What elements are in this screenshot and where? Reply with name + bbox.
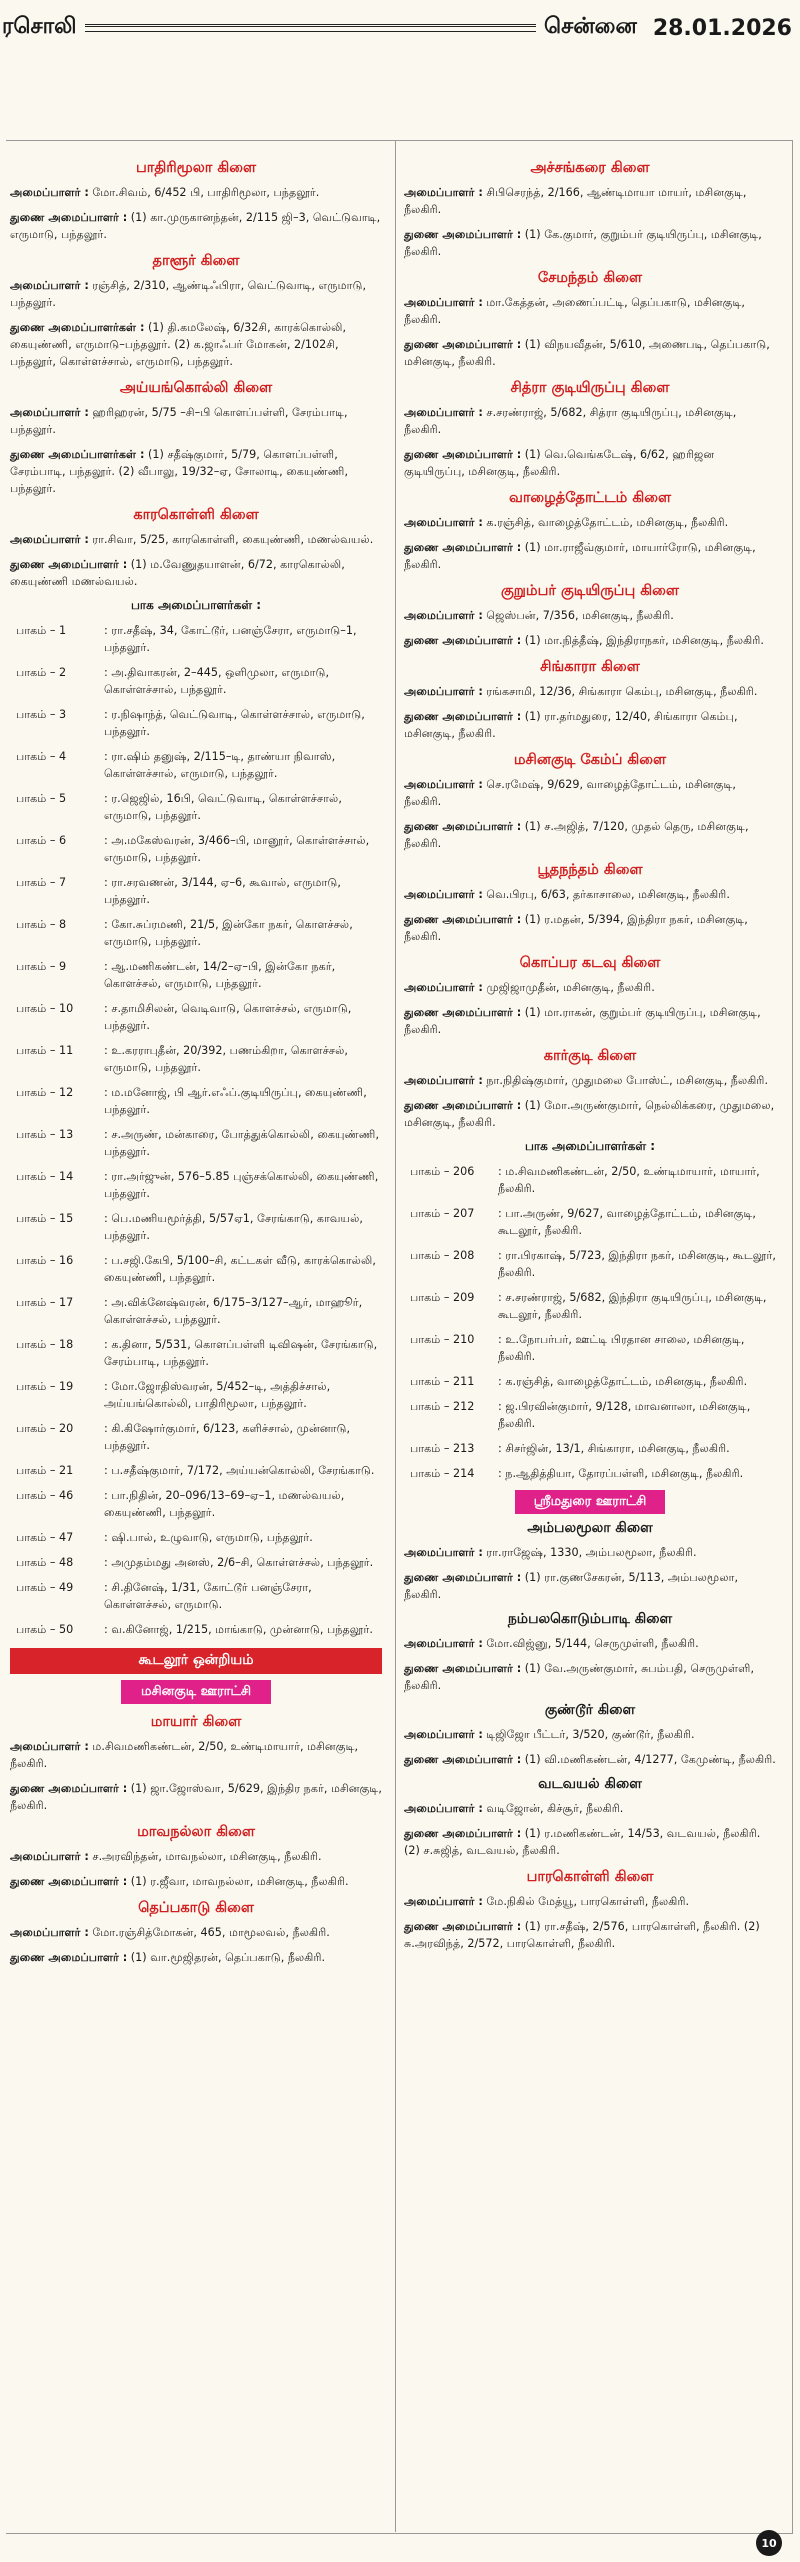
member-details: (1) வெ.வெங்கடேஷ், 6/62, ஹரிஜன குடியிருப்பு, மசினகுடி, நீலகிரி. <box>404 448 715 478</box>
member-entry <box>10 1780 382 1814</box>
booth-entry <box>10 1126 382 1160</box>
role-label: அமைப்பாளர் : <box>404 1074 483 1087</box>
booth-entry <box>10 1336 382 1370</box>
role-label: துணை அமைப்பாளர் : <box>404 710 522 723</box>
booth-number: பாகம் – 214 <box>410 1467 475 1480</box>
booth-details: : அ.விக்னேஷ்வரன், 6/175–3/127–ஆர், மாஹூர், கொள்ளச்சல், பந்தலூர். <box>104 1296 363 1326</box>
booth-details: : ம.சிவமணிகண்டன், 2/50, உண்டிமாயார், மாயார், நீலகிரி. <box>498 1165 760 1195</box>
booth-entry <box>10 706 382 740</box>
booth-details: : பெ.மணியமூர்த்தி, 5/57ஏ1, சேரங்காடு, காவயல், பந்தலூர். <box>104 1212 363 1242</box>
member-details: ரஞ்சித், 2/310, ஆண்டிஃபிரா, வெட்டுவாடி, எருமாடு, பந்தலூர். <box>10 279 367 309</box>
role-label: துணை அமைப்பாளர் : <box>10 1951 128 1964</box>
booth-details: : ஆ.மணிகண்டன், 14/2–ஏ–பி, இன்கோ நகர், கொளச்சல், எருமாடு, பந்தலூர். <box>104 960 336 990</box>
booth-entry <box>10 1554 382 1571</box>
subsection-heading: பாக அமைப்பாளர்கள் : <box>130 598 262 612</box>
booth-number: பாகம் – 14 <box>16 1170 74 1183</box>
member-details: (1) வே.அருண்குமார், சுபம்பதி, செருமுள்ளி, நீலகிரி. <box>404 1662 755 1692</box>
booth-details: : ரா.சதீஷ், 34, கோட்டூர், பனஞ்சேரா, எருமாடு–1, பந்தலூர். <box>104 624 357 654</box>
member-entry <box>10 531 382 548</box>
member-entry <box>10 1949 382 1966</box>
member-details: ரா.ராஜேஷ், 1330, அம்பலமூலா, நீலகிரி. <box>482 1546 697 1559</box>
booth-number: பாகம் – 21 <box>16 1464 74 1477</box>
member-details: (1) ச.அஜித், 7/120, முதல் தெரு, மசினகுடி, நீலகிரி. <box>404 820 749 850</box>
branch-title: குண்டூர் கிளை <box>544 1702 636 1718</box>
booth-number: பாகம் – 48 <box>16 1556 74 1569</box>
role-label: அமைப்பாளர் : <box>404 888 483 901</box>
booth-entry <box>10 832 382 866</box>
member-details: ரா.சிவா, 5/25, காரகொள்ளி, கையுண்ணி, மணல்வயல். <box>88 533 374 546</box>
branch-title: கொப்பர கடவு கிளை <box>519 955 661 971</box>
booth-number: பாகம் – 15 <box>16 1212 74 1225</box>
member-details: ச.சரண்ராஜ், 5/682, சித்ரா குடியிருப்பு, மசினகுடி, நீலகிரி. <box>404 406 737 436</box>
member-details: (1) ர.மதன், 5/394, இந்திரா நகர், மசினகுடி, நீலகிரி. <box>404 913 748 943</box>
role-label: துணை அமைப்பாளர்கள் : <box>10 448 145 461</box>
member-details: (1) ரா.குணசேகரன், 5/113, அம்பலமூலா, நீலகிரி. <box>404 1571 739 1601</box>
member-details: (1) தி.கமலேஷ், 6/32சி, காரக்கொல்லி, கையுண்ணி, எருமாடு–பந்தலூர். (2) க.ஜாஃபர் மோகன், 2/102சி, பந்தலூர், கொள்ளச்சால், எருமாடு, பந்தலூர். <box>10 321 347 368</box>
booth-details: : ந.ஆதித்தியா, தோரப்பள்ளி, மசினகுடி, நீலகிரி. <box>498 1467 744 1480</box>
booth-details: : அ.திவாகரன், 2–445, ஒளிமுலா, எருமாடு, கொள்ளச்சால், பந்தலூர். <box>104 666 330 696</box>
booth-entry <box>10 622 382 656</box>
page-number-badge: 10 <box>756 2530 782 2556</box>
booth-entry <box>10 790 382 824</box>
member-details: வெ.பிரபு, 6/63, தர்காசாலை, மசினகுடி, நீலகிரி. <box>482 888 730 901</box>
branch-title: வாழைத்தோட்டம் கிளை <box>508 490 672 506</box>
booth-number: பாகம் – 17 <box>16 1296 74 1309</box>
member-entry <box>10 1873 382 1890</box>
role-label: துணை அமைப்பாளர் : <box>10 211 128 224</box>
member-entry <box>404 1569 776 1603</box>
member-details: ஜெஸ்பன், 7/356, மசினகுடி, நீலகிரி. <box>482 609 674 622</box>
booth-entry <box>10 1529 382 1546</box>
booth-entry <box>404 1465 776 1482</box>
booth-number: பாகம் – 12 <box>16 1086 74 1099</box>
booth-details: : மோ.ஜோதிஸ்வரன், 5/452–டி, அத்திச்சால், அய்யங்கொல்லி, பாதிரிமூலா, பந்தலூர். <box>104 1380 331 1410</box>
panchayat-label: மசினகுடி ஊராட்சி <box>121 1680 271 1704</box>
booth-number: பாகம் – 9 <box>16 960 67 973</box>
member-entry <box>10 1848 382 1865</box>
booth-number: பாகம் – 18 <box>16 1338 74 1351</box>
booth-entry <box>10 916 382 950</box>
member-details: (1) ர.ஜீவா, மாவநல்லா, மசினகுடி, நீலகிரி. <box>127 1875 349 1888</box>
booth-number: பாகம் – 4 <box>16 750 67 763</box>
member-entry <box>10 1924 382 1941</box>
booth-number: பாகம் – 47 <box>16 1531 74 1544</box>
booth-number: பாகம் – 1 <box>16 624 67 637</box>
role-label: அமைப்பாளர் : <box>404 778 483 791</box>
role-label: துணை அமைப்பாளர் : <box>404 1753 522 1766</box>
branch-title: நம்பலகொடும்பாடி கிளை <box>507 1611 673 1627</box>
booth-entry <box>404 1398 776 1432</box>
branch-title: குறும்பர் குடியிருப்பு கிளை <box>501 583 679 599</box>
role-label: அமைப்பாளர் : <box>10 186 89 199</box>
branch-title: சித்ரா குடியிருப்பு கிளை <box>510 380 670 396</box>
member-entry <box>404 1893 776 1910</box>
booth-number: பாகம் – 210 <box>410 1333 475 1346</box>
member-entry <box>404 1726 776 1743</box>
booth-entry <box>404 1289 776 1323</box>
masthead <box>0 0 800 56</box>
column-divider <box>395 140 396 2532</box>
member-details: (1) சதீஷ்குமார், 5/79, கொளப்பள்ளி, சேரம்பாடி, பந்தலூர். (2) வீபாலு, 19/32–ஏ, சோலாடி, கையுண்ணி, பந்தலூர். <box>10 448 349 495</box>
booth-details: : ஷி.பால், உழுவாடு, எருமாடு, பந்தலூர். <box>104 1531 313 1544</box>
booth-number: பாகம் – 212 <box>410 1400 475 1413</box>
member-entry <box>404 336 776 370</box>
member-details: ரங்கசாமி, 12/36, சிங்காரா கெம்பு, மசினகுடி, நீலகிரி. <box>482 685 758 698</box>
member-details: செ.ரமேஷ், 9/629, வாழைத்தோட்டம், மசினகுடி, நீலகிரி. <box>404 778 736 808</box>
member-entry <box>404 1660 776 1694</box>
booth-details: : ச.சரண்ராஜ், 5/682, இந்திரா குடியிருப்பு, மசினகுடி, கூடலூர், நீலகிரி. <box>498 1291 767 1321</box>
booth-details: : ரா.ஷிம் தனுஷ், 2/115–டி, தாண்யா நிவாஸ், கொள்ளச்சால், எருமாடு, பந்தலூர். <box>104 750 336 780</box>
booth-details: : ரா.பிரகாஷ், 5/723, இந்திரா நகர், மசினகுடி, கூடலூர், நீலகிரி. <box>498 1249 776 1279</box>
member-entry <box>404 979 776 996</box>
member-entry <box>10 556 382 590</box>
member-entry <box>404 886 776 903</box>
member-entry <box>404 607 776 624</box>
city-label: சென்னை <box>544 14 637 39</box>
role-label: அமைப்பாளர் : <box>10 1740 89 1753</box>
booth-details: : உ.கரராபுதீன், 20/392, பணம்கிறா, கொளச்சல், எருமாடு, பந்தலூர். <box>104 1044 348 1074</box>
member-details: மோ.சிவம், 6/452 பி, பாதிரிமூலா, பந்தலூர். <box>88 186 320 199</box>
member-entry <box>10 404 382 438</box>
member-details: (1) ம.வேணுதயாளன், 6/72, காரகொல்லி, கையுண்ணி மணல்வயல். <box>10 558 345 588</box>
booth-number: பாகம் – 207 <box>410 1207 475 1220</box>
member-details: ஹரிஹரன், 5/75 –சி–பி கொளப்பள்ளி, சேரம்பாடி, பந்தலூர். <box>10 406 348 436</box>
booth-details: : அ.மகேஸ்வரன், 3/466–பி, மானூர், கொள்ளச்சால், எருமாடு, பந்தலூர். <box>104 834 370 864</box>
member-details: (1) விநயவீதன், 5/610, அணைபடி, தெப்பகாடு, மசினகுடி, நீலகிரி. <box>404 338 770 368</box>
member-details: (1) மா.ராஜீவ்குமார், மாயார்ரோடு, மசினகுடி, நீலகிரி. <box>404 541 756 571</box>
role-label: துணை அமைப்பாளர் : <box>404 338 522 351</box>
role-label: அமைப்பாளர் : <box>404 516 483 529</box>
branch-title: மாவநல்லா கிளை <box>137 1824 255 1840</box>
member-entry <box>404 226 776 260</box>
booth-entry <box>10 1084 382 1118</box>
member-entry <box>10 1738 382 1772</box>
role-label: அமைப்பாளர் : <box>404 1637 483 1650</box>
paper-name: ரசொலி <box>2 14 77 39</box>
member-entry <box>404 1800 776 1817</box>
member-entry <box>404 1918 776 1952</box>
booth-details: : ஜ.பிரவின்குமார், 9/128, மாவனாலா, மசினகுடி, நீலகிரி. <box>498 1400 751 1430</box>
member-entry <box>404 1004 776 1038</box>
member-details: ம.சிவமணிகண்டன், 2/50, உண்டிமாயார், மசினகுடி, நீலகிரி. <box>10 1740 359 1770</box>
member-entry <box>404 294 776 328</box>
booth-details: : சி.தினேஷ், 1/31, கோட்டூர் பனஞ்சேரா, கொள்ளச்சல், எருமாடு. <box>104 1581 312 1611</box>
branch-title: காரகொள்ளி கிளை <box>133 507 259 523</box>
booth-details: : ப.சஜி.கேபி, 5/100–சி, கட்டகள் வீடு, காரக்கொல்லி, கையுண்ணி, பந்தலூர். <box>104 1254 376 1284</box>
role-label: அமைப்பாளர் : <box>404 1895 483 1908</box>
member-entry <box>404 446 776 480</box>
member-details: (1) ஜா.ஜோஸ்வா, 5/629, இந்திர நகர், மசினகுடி, நீலகிரி. <box>10 1782 382 1812</box>
booth-entry <box>10 1462 382 1479</box>
member-entry <box>404 1635 776 1652</box>
member-entry <box>10 446 382 497</box>
booth-entry <box>10 1210 382 1244</box>
member-entry <box>404 818 776 852</box>
member-entry <box>404 776 776 810</box>
role-label: துணை அமைப்பாளர் : <box>404 448 522 461</box>
branch-title: கார்குடி கிளை <box>543 1048 637 1064</box>
booth-details: : பா.அருண், 9/627, வாழைத்தோட்டம், மசினகுடி, கூடலூர், நீலகிரி. <box>498 1207 756 1237</box>
role-label: அமைப்பாளர் : <box>10 1850 89 1863</box>
role-label: துணை அமைப்பாளர் : <box>404 228 522 241</box>
booth-entry <box>10 1252 382 1286</box>
branch-title: பாரகொள்ளி கிளை <box>526 1869 654 1885</box>
booth-details: : வ.கினோஜ், 1/215, மாங்காடு, முன்னாடு, பந்தலூர். <box>104 1623 373 1636</box>
booth-number: பாகம் – 209 <box>410 1291 475 1304</box>
booth-details: : கி.கிஷோர்குமார், 6/123, களிச்சால், முன்னாடு, பந்தலூர். <box>104 1422 351 1452</box>
booth-details: : ம.மனோஜ், பி ஆர்.எஃப்.குடியிருப்பு, கையுண்ணி, பந்தலூர். <box>104 1086 367 1116</box>
booth-details: : க.தினா, 5/531, கொளப்பள்ளி டிவிஷன், சேரங்காடு, சேரம்பாடி, பந்தலூர். <box>104 1338 378 1368</box>
role-label: துணை அமைப்பாளர் : <box>404 1571 522 1584</box>
member-entry <box>404 1072 776 1089</box>
booth-details: : ரா.அர்ஜுன், 576–5.85 புஞ்சக்கொல்லி, கையுண்ணி, பந்தலூர். <box>104 1170 379 1200</box>
booth-details: : பா.நிதின், 20–096/13–69–ஏ–1, மணல்வயல், கையுண்ணி, பந்தலூர். <box>104 1489 345 1519</box>
booth-entry <box>10 1420 382 1454</box>
member-details: நா.நிதிஷ்குமார், முதுமலை போஸ்ட், மசினகுடி, நீலகிரி. <box>482 1074 769 1087</box>
member-details: ச.அரவிந்தன், மாவநல்லா, மசினகுடி, நீலகிரி. <box>88 1850 322 1863</box>
subsection-heading: பாக அமைப்பாளர்கள் : <box>524 1139 656 1153</box>
booth-number: பாகம் – 20 <box>16 1422 74 1435</box>
role-label: துணை அமைப்பாளர் : <box>404 541 522 554</box>
member-details: (1) மோ.அருண்குமார், நெல்லிக்கரை, முதுமலை, மசினகுடி, நீலகிரி. <box>404 1099 775 1129</box>
member-entry <box>404 1825 776 1859</box>
left-column <box>10 150 382 1974</box>
booth-details: : ர.நிஷாந்த், வெட்டுவாடி, கொள்ளச்சால், எருமாடு, பந்தலூர். <box>104 708 365 738</box>
booth-number: பாகம் – 7 <box>16 876 67 889</box>
role-label: அமைப்பாளர் : <box>404 296 483 309</box>
branch-title: மாயார் கிளை <box>150 1714 242 1730</box>
booth-number: பாகம் – 6 <box>16 834 67 847</box>
member-entry <box>404 683 776 700</box>
booth-details: : க.ரஞ்சித், வாழைத்தோட்டம், மசினகுடி, நீலகிரி. <box>498 1375 748 1388</box>
right-column <box>404 150 776 1960</box>
booth-number: பாகம் – 16 <box>16 1254 74 1267</box>
role-label: துணை அமைப்பாளர் : <box>10 558 128 571</box>
member-details: (1) ரா.சதீஷ், 2/576, பாரகொள்ளி, நீலகிரி. (2) சு.அரவிந்த், 2/572, பாரகொள்ளி, நீலகிரி. <box>404 1920 760 1950</box>
booth-entry <box>404 1373 776 1390</box>
member-details: (1) மா.நித்தீஷ், இந்திராநகர், மசினகுடி, நீலகிரி. <box>521 634 764 647</box>
role-label: துணை அமைப்பாளர் : <box>404 1099 522 1112</box>
booth-details: : ரா.சரவணன், 3/144, ஏ–6, கூவால், எருமாடு, பந்தலூர். <box>104 876 341 906</box>
booth-entry <box>404 1205 776 1239</box>
booth-entry <box>10 1042 382 1076</box>
role-label: துணை அமைப்பாளர் : <box>404 913 522 926</box>
member-details: (1) ரா.தர்மதுரை, 12/40, சிங்காரா கெம்பு, மசினகுடி, நீலகிரி. <box>404 710 738 740</box>
member-entry <box>404 1097 776 1131</box>
union-banner: கூடலூர் ஒன்றியம் <box>10 1648 382 1674</box>
booth-entry <box>10 874 382 908</box>
booth-entry <box>10 664 382 698</box>
booth-number: பாகம் – 50 <box>16 1623 74 1636</box>
role-label: அமைப்பாளர் : <box>10 279 89 292</box>
role-label: அமைப்பாளர் : <box>404 685 483 698</box>
branch-title: சிங்காரா கிளை <box>540 659 640 675</box>
booth-entry <box>404 1247 776 1281</box>
booth-entry <box>10 1621 382 1638</box>
booth-entry <box>404 1331 776 1365</box>
role-label: துணை அமைப்பாளர் : <box>404 1662 522 1675</box>
member-entry <box>404 632 776 649</box>
branch-title: சேமந்தம் கிளை <box>537 270 643 286</box>
booth-details: : ர.ஜெஜில், 16பி, வெட்டுவாடி, கொள்ளச்சால், எருமாடு, பந்தலூர். <box>104 792 342 822</box>
booth-number: பாகம் – 5 <box>16 792 67 805</box>
booth-entry <box>10 1487 382 1521</box>
role-label: துணை அமைப்பாளர் : <box>404 1827 522 1840</box>
role-label: துணை அமைப்பாளர் : <box>10 1782 128 1795</box>
role-label: துணை அமைப்பாளர்கள் : <box>10 321 145 334</box>
role-label: துணை அமைப்பாளர் : <box>404 1920 522 1933</box>
branch-title: அச்சங்கரை கிளை <box>530 160 650 176</box>
booth-entry <box>10 1000 382 1034</box>
booth-entry <box>10 1294 382 1328</box>
branch-title: மசினகுடி கேம்ப் கிளை <box>513 752 667 768</box>
member-entry <box>404 1544 776 1561</box>
member-details: மே.நிகில் மேத்யூ, பாரகொள்ளி, நீலகிரி. <box>482 1895 690 1908</box>
booth-number: பாகம் – 211 <box>410 1375 475 1388</box>
member-entry <box>404 911 776 945</box>
booth-details: : சிசர்ஜின், 13/1, சிங்காரா, மசினகுடி, நீலகிரி. <box>498 1442 730 1455</box>
role-label: அமைப்பாளர் : <box>404 1728 483 1741</box>
member-entry <box>404 1751 776 1768</box>
booth-details: : ப.சதீஷ்குமார், 7/172, அய்யன்கொல்லி, சேரங்காடு. <box>104 1464 375 1477</box>
booth-number: பாகம் – 3 <box>16 708 67 721</box>
date-label: 28.01.2026 <box>652 15 792 41</box>
booth-number: பாகம் – 10 <box>16 1002 74 1015</box>
role-label: அமைப்பாளர் : <box>404 981 483 994</box>
booth-entry <box>404 1440 776 1457</box>
booth-details: : ச.தாமிசிலன், வெடிவாடு, கொளச்சல், எருமாடு, பந்தலூர். <box>104 1002 352 1032</box>
role-label: அமைப்பாளர் : <box>404 609 483 622</box>
member-entry <box>404 514 776 531</box>
member-entry <box>10 184 382 201</box>
booth-number: பாகம் – 213 <box>410 1442 475 1455</box>
role-label: அமைப்பாளர் : <box>404 1546 483 1559</box>
member-details: (1) வி.மணிகண்டன், 4/1277, கேமுண்டி, நீலகிரி. <box>521 1753 776 1766</box>
member-details: (1) ர.மணிகண்டன், 14/53, வடவயல், நீலகிரி. (2) ச.சுஜித், வடவயல், நீலகிரி. <box>404 1827 761 1857</box>
member-details: க.ரஞ்சித், வாழைத்தோட்டம், மசினகுடி, நீலகிரி. <box>482 516 729 529</box>
booth-number: பாகம் – 2 <box>16 666 67 679</box>
booth-entry <box>404 1163 776 1197</box>
booth-number: பாகம் – 49 <box>16 1581 74 1594</box>
member-details: டிஜிஜோ பீட்டர், 3/520, குண்டூர், நீலகிரி. <box>482 1728 695 1741</box>
member-entry <box>404 404 776 438</box>
branch-title: வடவயல் கிளை <box>538 1776 642 1792</box>
branch-title: தாளூர் கிளை <box>152 253 240 269</box>
member-details: மா.கேத்தன், அணைப்பட்டி, தெப்பகாடு, மசினகுடி, நீலகிரி. <box>404 296 745 326</box>
booth-entry <box>10 748 382 782</box>
booth-details: : கோ.சுப்ரமணி, 21/5, இன்கோ நகர், கொளச்சல், எருமாடு, பந்தலூர். <box>104 918 353 948</box>
booth-number: பாகம் – 11 <box>16 1044 74 1057</box>
member-details: (1) கே.குமார், குறும்பர் குடியிருப்பு, மசினகுடி, நீலகிரி. <box>404 228 762 258</box>
member-details: முஜிஜாமுதீன், மசினகுடி, நீலகிரி. <box>482 981 655 994</box>
role-label: துணை அமைப்பாளர் : <box>404 820 522 833</box>
role-label: அமைப்பாளர் : <box>404 406 483 419</box>
member-entry <box>404 708 776 742</box>
header-rule <box>85 24 536 32</box>
booth-number: பாகம் – 208 <box>410 1249 475 1262</box>
member-entry <box>404 539 776 573</box>
booth-number: பாகம் – 19 <box>16 1380 74 1393</box>
booth-details: : அமுதம்மது அனஸ், 2/6–சி, கொள்ளச்சல், பந்தலூர். <box>104 1556 374 1569</box>
role-label: அமைப்பாளர் : <box>404 186 483 199</box>
booth-entry <box>10 1579 382 1613</box>
branch-title: பூதநந்தம் கிளை <box>537 862 643 878</box>
member-entry <box>10 277 382 311</box>
member-details: மோ.ரஞ்சித்மோகன், 465, மாமூலவல், நீலகிரி. <box>88 1926 330 1939</box>
member-details: மோ.விஜ்னு, 5/144, செருமுள்ளி, நீலகிரி. <box>482 1637 699 1650</box>
role-label: அமைப்பாளர் : <box>10 533 89 546</box>
booth-entry <box>10 1168 382 1202</box>
booth-number: பாகம் – 13 <box>16 1128 74 1141</box>
booth-details: : ச.அருண், மன்காரை, போத்துக்கொல்லி, கையுண்ணி, பந்தலூர். <box>104 1128 380 1158</box>
branch-title: அய்யங்கொல்லி கிளை <box>119 380 273 396</box>
role-label: துணை அமைப்பாளர் : <box>404 634 522 647</box>
member-details: (1) மா.ராகன், குறும்பர் குடியிருப்பு, மசினகுடி, நீலகிரி. <box>404 1006 761 1036</box>
branch-title: தெப்பகாடு கிளை <box>138 1900 254 1916</box>
role-label: துணை அமைப்பாளர் : <box>404 1006 522 1019</box>
member-entry <box>10 319 382 370</box>
booth-number: பாகம் – 46 <box>16 1489 74 1502</box>
member-details: (1) வா.மூஜிதரன், தெப்பகாடு, நீலகிரி. <box>127 1951 326 1964</box>
branch-title: அம்பலமூலா கிளை <box>527 1520 653 1536</box>
role-label: அமைப்பாளர் : <box>404 1802 483 1815</box>
member-details: (1) கா.முருகானந்தன், 2/115 ஜி–3, வெட்டுவாடி, எருமாடு, பந்தலூர். <box>10 211 381 241</box>
member-entry <box>404 184 776 218</box>
role-label: அமைப்பாளர் : <box>10 1926 89 1939</box>
role-label: அமைப்பாளர் : <box>10 406 89 419</box>
booth-entry <box>10 1378 382 1412</box>
booth-number: பாகம் – 8 <box>16 918 67 931</box>
booth-number: பாகம் – 206 <box>410 1165 475 1178</box>
member-details: சிபிசெரந்த், 2/166, ஆண்டிமாயா மாயர், மசினகுடி, நீலகிரி. <box>404 186 747 216</box>
booth-details: : உ.நோபர்பர், ஊட்டி பிரதான சாலை, மசினகுடி, நீலகிரி. <box>498 1333 745 1363</box>
member-details: வடிஜோன், கிச்சூர், நீலகிரி. <box>482 1802 624 1815</box>
role-label: துணை அமைப்பாளர் : <box>10 1875 128 1888</box>
booth-entry <box>10 958 382 992</box>
branch-title: பாதிரிமூலா கிளை <box>135 160 257 176</box>
panchayat-label: ஸ்ரீமதுரை ஊராட்சி <box>515 1490 665 1514</box>
member-entry <box>10 209 382 243</box>
